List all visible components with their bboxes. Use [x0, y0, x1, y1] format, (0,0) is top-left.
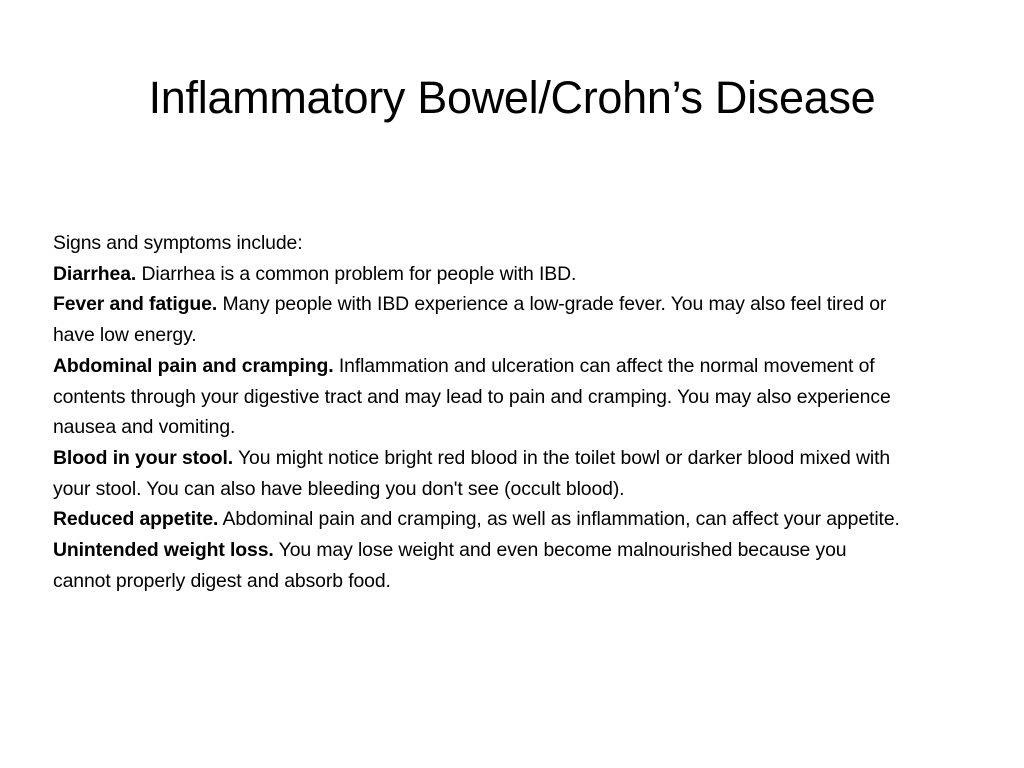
symptom-reduced-appetite: [53, 504, 903, 535]
slide-title: Inflammatory Bowel/Crohn’s Disease: [148, 72, 876, 123]
slide-body: [53, 228, 903, 596]
symptom-term: Unintended weight loss.: [53, 539, 274, 562]
symptom-text: You may lose weight and even become malnourished because you cannot properly digest and absorb food.: [53, 539, 847, 592]
symptom-term: Abdominal pain and cramping.: [53, 354, 334, 377]
symptom-term: Diarrhea.: [53, 262, 137, 285]
symptom-fever-fatigue: [53, 289, 903, 350]
symptom-abdominal-pain: [53, 351, 903, 443]
symptom-diarrhea: [53, 259, 903, 290]
symptom-blood-in-stool: [53, 443, 903, 504]
symptom-text: Inflammation and ulceration can affect the normal movement of contents through your digestive tract and may lead to pain and cramping. You may also experience nausea and vomiting.: [53, 354, 891, 439]
intro-text: Signs and symptoms include:: [53, 232, 303, 254]
symptom-term: Fever and fatigue.: [53, 293, 218, 316]
symptom-text: Many people with IBD experience a low-grade fever. You may also feel tired or have low energy.: [53, 293, 887, 347]
symptom-term: Reduced appetite.: [53, 508, 219, 531]
symptom-text: Abdominal pain and cramping, as well as inflammation, can affect your appetite.: [222, 508, 900, 531]
symptom-text: Diarrhea is a common problem for people with IBD.: [141, 262, 577, 285]
symptom-term: Blood in your stool.: [53, 446, 234, 469]
symptom-weight-loss: [53, 535, 903, 596]
symptom-text: You might notice bright red blood in the toilet bowl or darker blood mixed with your stool. You can also have bleeding you don't see (occult blood).: [53, 446, 891, 500]
